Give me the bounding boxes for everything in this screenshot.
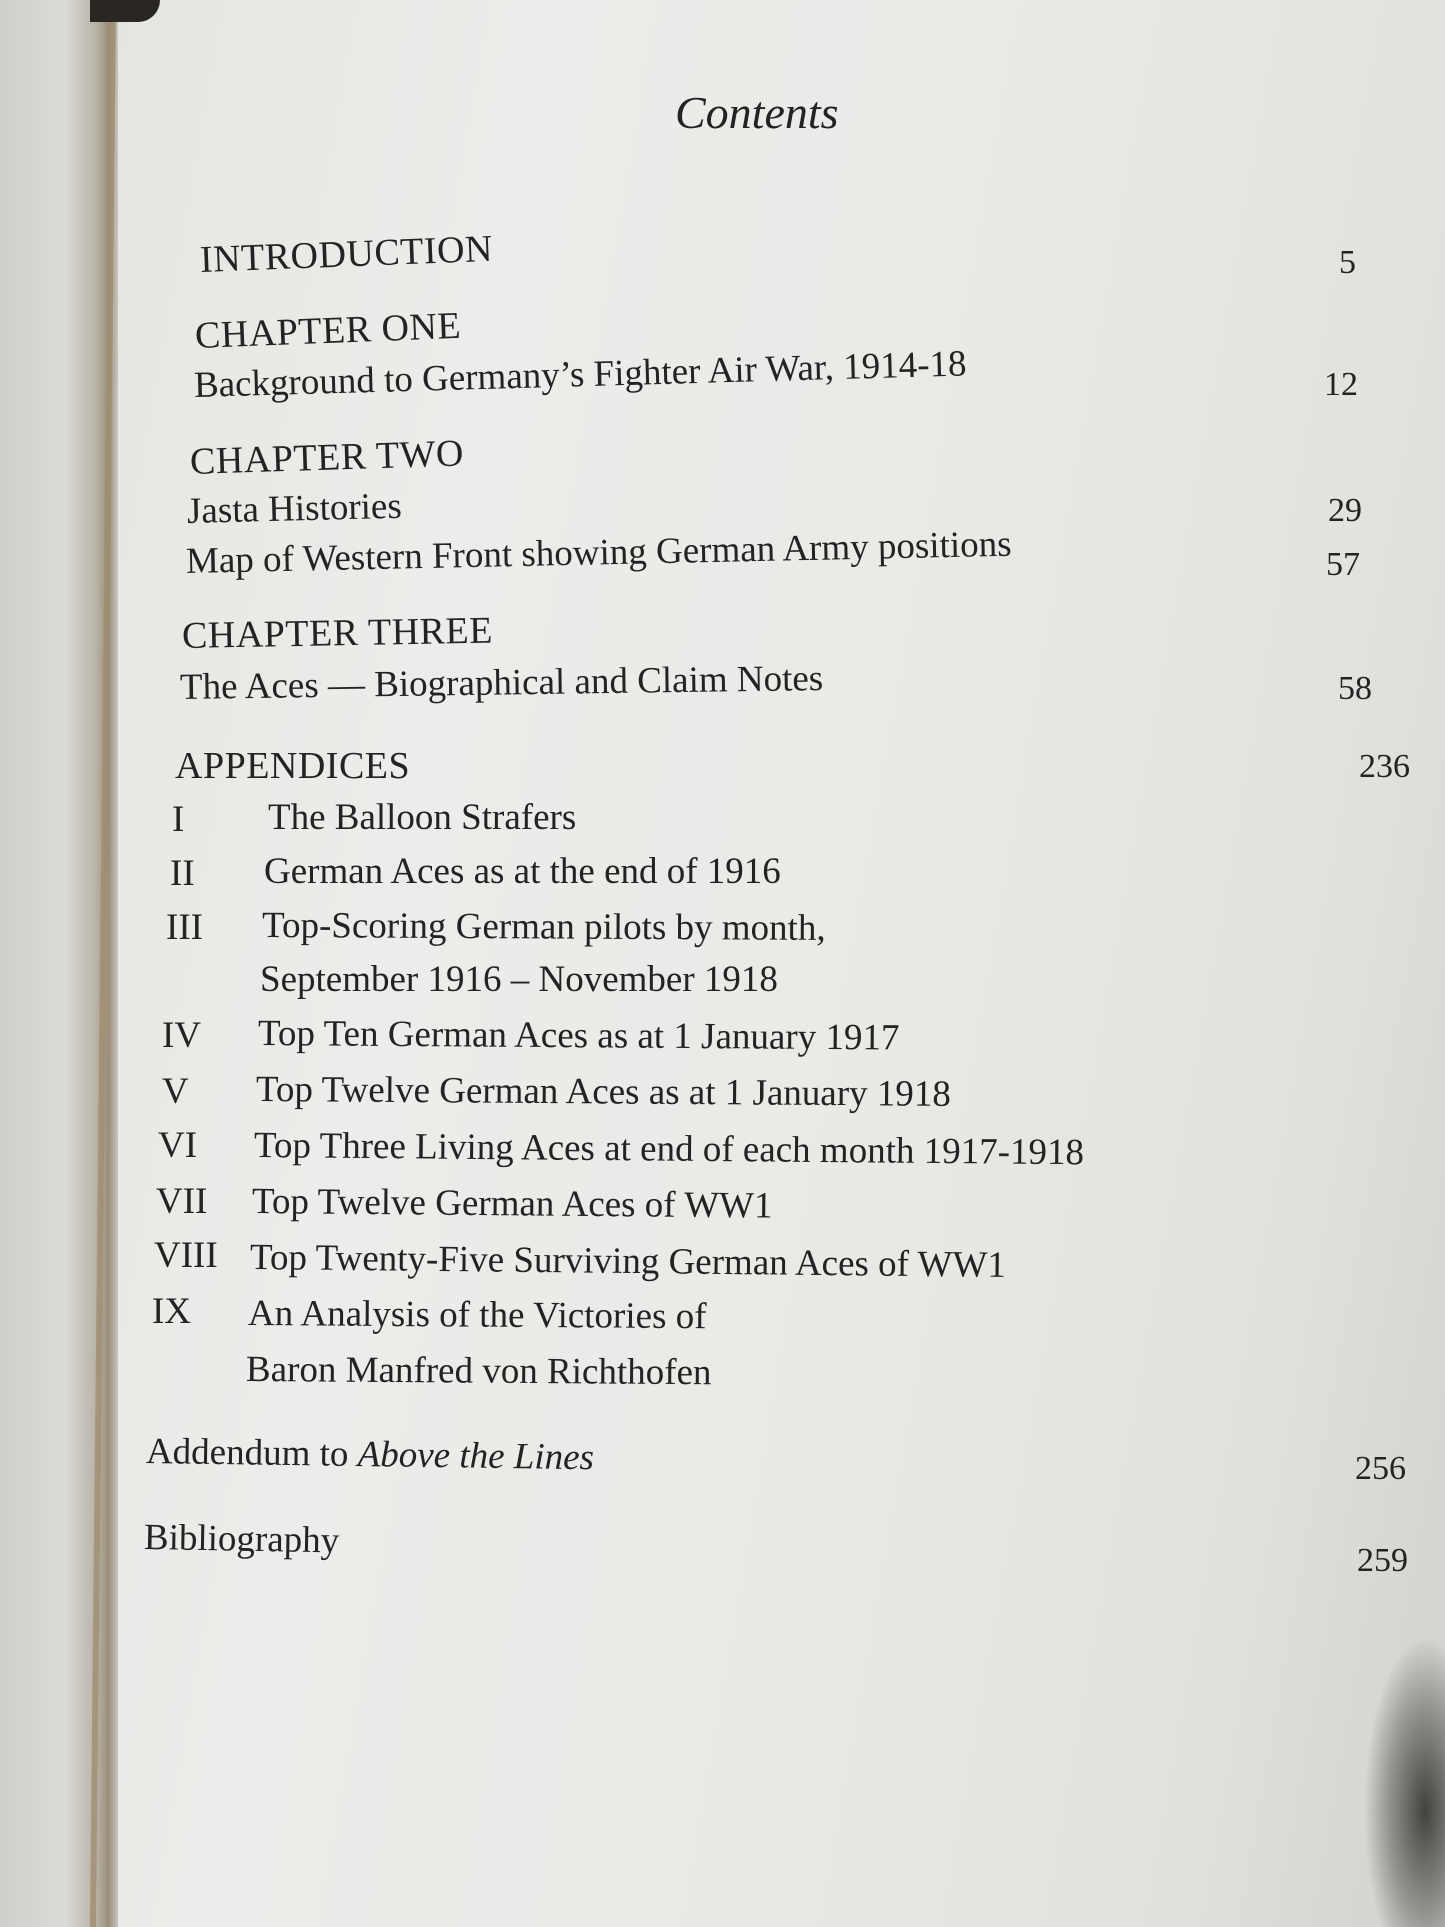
- toc-appendices-heading: APPENDICES: [175, 745, 411, 787]
- toc-chapter-one-heading: CHAPTER ONE: [194, 304, 462, 357]
- appendix-numeral: V: [162, 1071, 189, 1112]
- toc-chapter-two-heading: CHAPTER TWO: [189, 432, 465, 483]
- appendix-numeral: VII: [156, 1181, 208, 1222]
- toc-entry: Background to Germany’s Fighter Air War, 1914-18: [193, 343, 968, 406]
- toc-entry: Map of Western Front showing German Army positions: [185, 523, 1012, 582]
- toc-chapter-three-heading: CHAPTER THREE: [181, 609, 494, 657]
- appendix-title: Top Three Living Aces at end of each month 1917-1918: [253, 1125, 1085, 1174]
- appendix-title: Top Twelve German Aces of WW1: [251, 1181, 773, 1227]
- toc-addendum-book-title: Above the Lines: [357, 1433, 595, 1479]
- appendix-title-continued: Baron Manfred von Richthofen: [245, 1349, 712, 1394]
- appendix-numeral: II: [170, 853, 195, 894]
- appendix-title: Top Twelve German Aces as at 1 January 1918: [255, 1069, 952, 1115]
- toc-bibliography-page: 259: [1357, 1542, 1408, 1579]
- appendix-numeral: III: [166, 907, 203, 948]
- toc-entry-page: 29: [1328, 492, 1362, 529]
- toc-addendum-page: 256: [1355, 1450, 1406, 1487]
- appendix-numeral: VI: [158, 1125, 198, 1166]
- appendix-numeral: I: [172, 799, 185, 840]
- toc-entry-page: 57: [1326, 546, 1360, 583]
- toc-entry-page: 58: [1338, 670, 1372, 707]
- appendix-title: An Analysis of the Victories of: [247, 1293, 707, 1338]
- appendix-numeral: IX: [152, 1291, 192, 1332]
- toc-bibliography: Bibliography: [143, 1517, 340, 1562]
- appendix-title: Top-Scoring German pilots by month,: [261, 905, 826, 949]
- appendix-title: German Aces as at the end of 1916: [264, 851, 781, 892]
- toc-entry-page: 12: [1324, 366, 1358, 403]
- toc-introduction: INTRODUCTION: [199, 227, 494, 281]
- appendix-numeral: IV: [162, 1015, 202, 1056]
- appendix-title: The Balloon Strafers: [268, 797, 577, 838]
- page-title: Contents: [675, 87, 839, 138]
- toc-addendum: [146, 1430, 595, 1479]
- appendix-title-continued: September 1916 – November 1918: [260, 959, 778, 1000]
- appendix-title: Top Twenty-Five Surviving German Aces of WW1: [249, 1237, 1007, 1286]
- toc-introduction-page: 5: [1339, 244, 1356, 281]
- toc-entry: Jasta Histories: [186, 485, 403, 532]
- appendix-title: Top Ten German Aces as at 1 January 1917: [257, 1013, 900, 1059]
- appendix-numeral: VIII: [154, 1235, 218, 1276]
- toc-appendices-page: 236: [1359, 748, 1410, 785]
- toc-addendum-prefix: Addendum to: [145, 1431, 358, 1475]
- toc-entry: The Aces — Biographical and Claim Notes: [179, 658, 824, 708]
